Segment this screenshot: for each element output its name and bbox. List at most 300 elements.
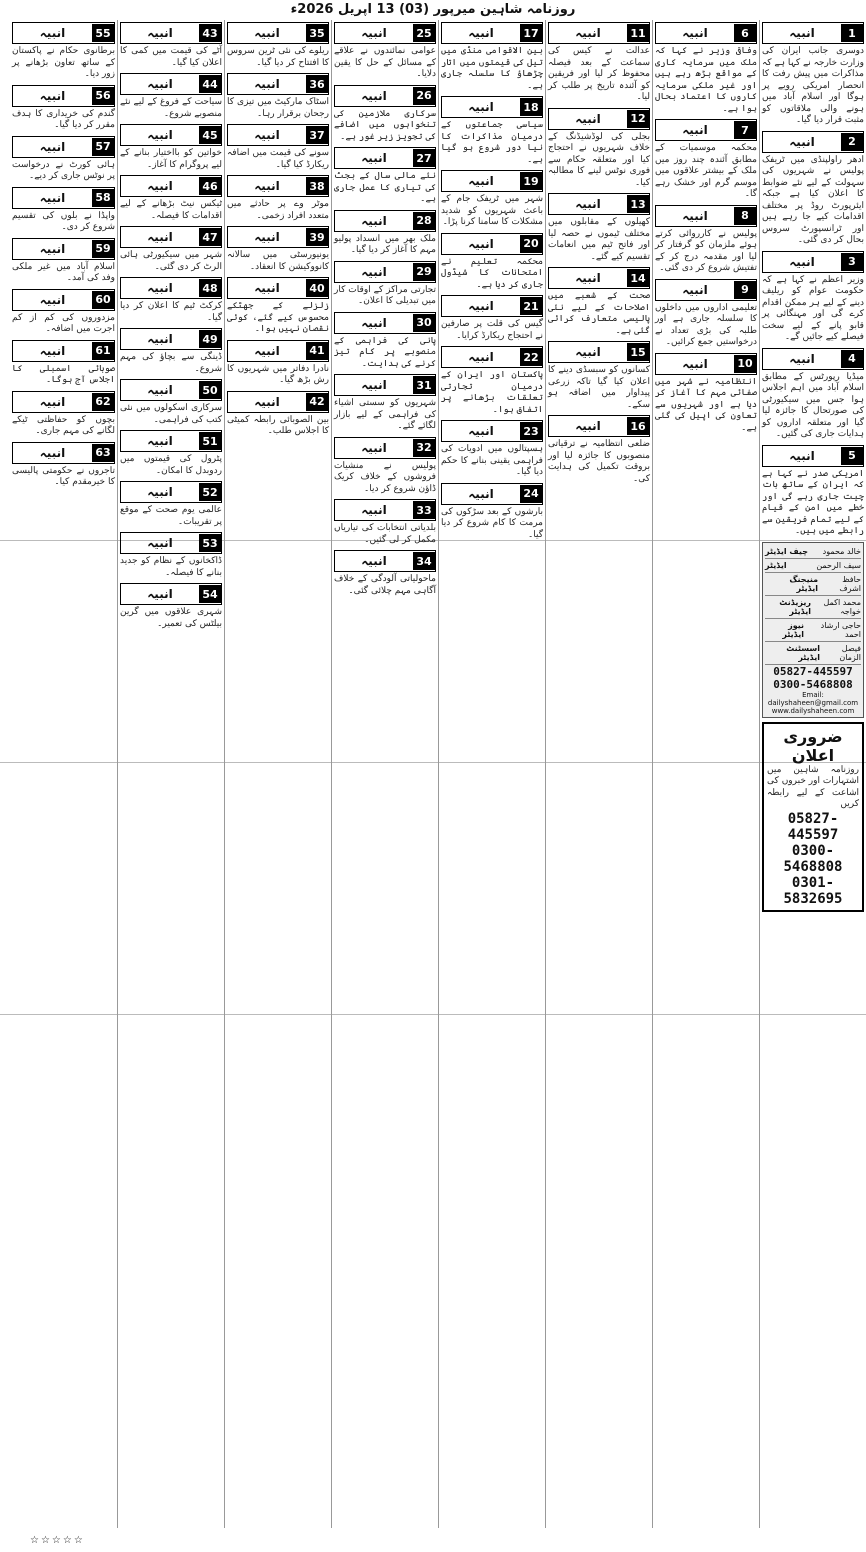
news-item-header [762, 348, 864, 370]
ad-phone[interactable]: 0301-5832695 [783, 874, 843, 907]
news-item-header [441, 233, 543, 255]
news-item-number: 35 [306, 24, 328, 42]
news-item-header [227, 340, 329, 362]
news-item-label: انبیہ [361, 26, 387, 40]
news-item-number: 7 [734, 121, 756, 139]
news-item-number: 41 [306, 342, 328, 360]
news-item-label: انبیہ [254, 26, 280, 40]
news-item [334, 259, 436, 308]
news-item-header [441, 483, 543, 505]
news-item-label: انبیہ [468, 299, 494, 313]
news-item-text: یونیورسٹی میں سالانہ کانووکیشن کا انعقاد۔ [227, 250, 329, 272]
news-item [120, 20, 222, 69]
news-item-label: انبیہ [147, 332, 173, 346]
news-item-text: ریلوے کی نئی ٹرین سروس کا افتتاح کر دیا گیا۔ [227, 46, 329, 68]
news-item-label: انبیہ [39, 139, 66, 154]
news-item-header [12, 187, 115, 209]
news-item-label: انبیہ [39, 445, 66, 460]
news-item-number: 46 [199, 177, 221, 195]
news-column [652, 20, 759, 1528]
news-item-label: انبیہ [147, 587, 173, 601]
news-item [227, 224, 329, 273]
news-item-number: 19 [520, 172, 542, 190]
news-item [227, 173, 329, 222]
news-item-header [12, 136, 115, 158]
news-item [120, 377, 222, 426]
news-item-header [441, 22, 543, 44]
news-item-number: 16 [627, 417, 649, 435]
news-item-text: برطانوی حکام نے پاکستان کے ساتھ تعاون بڑھانے پر زور دیا۔ [12, 46, 115, 79]
contact-phone[interactable]: 05827-445597 [773, 664, 853, 678]
news-item-label: انبیہ [575, 271, 601, 285]
news-item-text: میڈیا رپورٹس کے مطابق اسلام آباد میں اہم اجلاس ہوا جس میں سیکیورٹی کی صورتحال کا جائزہ لیا گیا اور متعلقہ اداروں کو ہدایات جاری کی گئیں۔ [762, 371, 864, 439]
staff-row [765, 642, 861, 665]
news-item-label: انبیہ [789, 134, 815, 149]
ad-body: روزنامہ شاہین میں اشتہارات اور خبروں کی اشاعت کے لیے رابطہ کریں [767, 764, 859, 809]
news-item-text: خواتین کو بااختیار بنانے کے لیے پروگرام کا آغاز۔ [120, 148, 222, 170]
news-item-header [120, 583, 222, 605]
news-item-header [548, 267, 650, 289]
news-item-header [334, 437, 436, 459]
news-item-number: 38 [306, 177, 328, 195]
news-item [12, 83, 115, 132]
news-item [12, 287, 115, 336]
news-item-label: انبیہ [39, 394, 66, 409]
news-item-text: دوسری جانب ایران کی وزارت خارجہ نے کہا ہے کہ مذاکرات میں پیش رفت کا انحصار امریکی رویے پر ہوگا اور اسلام آباد میں ہونے والی ملاقاتوں کو مثبت قرار دیا گیا۔ [762, 46, 864, 125]
news-item-header [334, 550, 436, 572]
news-item-header [12, 391, 115, 413]
news-column [224, 20, 331, 1528]
news-item-header [12, 289, 115, 311]
news-item-text: سیاحت کے فروغ کے لیے نئے منصوبے شروع۔ [120, 97, 222, 119]
news-item-label: انبیہ [361, 213, 387, 228]
news-item-label: انبیہ [468, 100, 494, 114]
staff-role: ریزیڈنٹ ایڈیٹر [779, 597, 811, 616]
news-item-text: صوبائی اسمبلی کا اجلاس آج ہوگا۔ [12, 363, 115, 385]
news-item [762, 443, 864, 538]
news-item-label: انبیہ [39, 343, 66, 358]
news-item [655, 277, 757, 349]
news-item-text: کسانوں کو سبسڈی دینے کا اعلان کیا گیا تاکہ زرعی پیداوار میں اضافہ ہو سکے۔ [548, 365, 650, 410]
news-item-label: انبیہ [361, 88, 387, 103]
news-item-label: انبیہ [147, 26, 173, 40]
news-item-label: انبیہ [147, 536, 173, 550]
news-item [334, 208, 436, 257]
news-item-text: وفاقی وزیر نے کہا کہ ملک میں سرمایہ کاری کے مواقع بڑھ رہے ہیں اور غیر ملکی سرمایہ کاروں کا اعتماد بحال ہوا ہے۔ [655, 46, 757, 114]
ad-phone[interactable]: 0300-5468808 [783, 842, 843, 875]
news-item-header [548, 108, 650, 130]
contact-email[interactable]: Email: dailyshaheen@gmail.com [767, 690, 859, 707]
news-item-number: 13 [627, 195, 649, 213]
news-item-number: 49 [199, 330, 221, 348]
news-item-label: انبیہ [147, 281, 173, 295]
news-item-number: 53 [199, 534, 221, 552]
news-item-header [120, 328, 222, 350]
news-item-text: آٹے کی قیمت میں کمی کا اعلان کیا گیا۔ [120, 46, 222, 68]
news-item-text: عالمی یوم صحت کے موقع پر تقریبات۔ [120, 505, 222, 527]
news-item-text: ہسپتالوں میں ادویات کی فراہمی یقینی بنانے کا حکم دیا گیا۔ [441, 444, 543, 477]
news-item [12, 134, 115, 183]
masthead-date: روزنامہ شاہین میرپور (03) 13 اپریل 2026ء [290, 2, 576, 17]
news-item-number: 39 [306, 228, 328, 246]
contact-phone[interactable]: 0300-5468808 [773, 677, 853, 691]
news-item [334, 548, 436, 597]
news-item-label: انبیہ [682, 282, 708, 297]
staff-row [765, 573, 861, 596]
news-item [12, 338, 115, 387]
news-item-label: انبیہ [789, 26, 815, 40]
staff-role: منیجنگ ایڈیٹر [789, 574, 819, 593]
news-item [120, 71, 222, 120]
news-item-number: 31 [413, 376, 435, 394]
news-item-header [441, 346, 543, 368]
news-item-header [441, 170, 543, 192]
news-item-text: کھیلوں کے مقابلوں میں مختلف ٹیموں نے حصہ لیا اور فاتح ٹیم میں انعامات تقسیم کیے گئے۔ [548, 217, 650, 262]
staff-row [765, 559, 861, 573]
news-item-text: واپڈا نے بلوں کی تقسیم شروع کر دی۔ [12, 210, 115, 232]
news-item-number: 5 [841, 447, 863, 465]
news-item-label: انبیہ [789, 351, 815, 366]
news-item-label: انبیہ [147, 77, 173, 91]
news-item-label: انبیہ [254, 128, 280, 142]
news-item-header [762, 445, 864, 467]
staff-name: حافظ اشرف [839, 574, 861, 593]
news-item-header [334, 374, 436, 396]
news-item-number: 14 [627, 269, 649, 287]
news-column [10, 20, 117, 1528]
news-item-text: تجارتی مراکز کے اوقات کار میں تبدیلی کا اعلان۔ [334, 284, 436, 306]
news-item-label: انبیہ [254, 77, 280, 91]
news-item-text: بین الاقوامی منڈی میں تیل کی قیمتوں میں اتار چڑھاؤ کا سلسلہ جاری ہے۔ [441, 46, 543, 91]
news-item-label: انبیہ [789, 448, 815, 463]
news-item [441, 20, 543, 92]
news-item-number: 2 [841, 133, 863, 151]
staff-row [765, 619, 861, 642]
news-item-text: ٹیکس نیٹ بڑھانے کے لیے اقدامات کا فیصلہ۔ [120, 199, 222, 221]
news-item-text: تاجروں نے حکومتی پالیسی کا خیرمقدم کیا۔ [12, 465, 115, 487]
news-item [120, 428, 222, 477]
news-item [441, 418, 543, 479]
news-item-header [334, 147, 436, 169]
news-item [227, 275, 329, 336]
staff-role: چیف ایڈیٹر [765, 546, 808, 556]
news-item [12, 440, 115, 489]
staff-role: اسسٹنٹ ایڈیٹر [786, 643, 820, 662]
news-item-number: 6 [734, 24, 756, 42]
news-item-text: محکمہ تعلیم نے امتحانات کا شیڈول جاری کر دیا ہے۔ [441, 256, 543, 290]
news-item-number: 4 [841, 350, 863, 368]
news-item-header [655, 119, 757, 141]
news-item [334, 20, 436, 81]
news-item-label: انبیہ [468, 486, 494, 501]
news-item-label: انبیہ [575, 26, 601, 40]
news-item [12, 389, 115, 438]
news-item-number: 58 [92, 189, 114, 207]
news-item-header [441, 96, 543, 118]
news-item-header [12, 22, 115, 44]
news-item-text: سیاسی جماعتوں کے درمیان مذاکرات کا نیا دور شروع ہو گیا ہے۔ [441, 120, 543, 165]
news-item-number: 56 [92, 87, 114, 105]
news-item-text: صحت کے شعبے میں اصلاحات کے لیے نئی پالیسی متعارف کرائی گئی ہے۔ [548, 291, 650, 336]
news-item [655, 351, 757, 435]
news-item-number: 8 [734, 207, 756, 225]
news-item-label: انبیہ [39, 190, 66, 205]
news-item [441, 344, 543, 416]
news-item-text: اسٹاک مارکیٹ میں تیزی کا رجحان برقرار رہا۔ [227, 97, 329, 119]
news-item-number: 12 [627, 110, 649, 128]
news-item-header [334, 210, 436, 232]
news-item [548, 339, 650, 411]
news-item-header [120, 73, 222, 95]
news-item-number: 18 [520, 98, 542, 116]
news-item-label: انبیہ [361, 554, 387, 568]
news-item-header [12, 85, 115, 107]
news-item [548, 265, 650, 337]
news-item [334, 435, 436, 496]
news-item [227, 71, 329, 120]
news-item-label: انبیہ [682, 208, 708, 223]
news-item-number: 51 [199, 432, 221, 450]
news-item [227, 338, 329, 387]
news-item [762, 20, 864, 127]
news-item-text: بجلی کی لوڈشیڈنگ کے خلاف شہریوں نے احتجاج کیا اور متعلقہ حکام سے فوری نوٹس لینے کا مطالبہ کیا۔ [548, 131, 650, 188]
news-item-header [227, 277, 329, 299]
news-item-text: سرکاری ملازمین کی تنخواہوں میں اضافے کی تجویز زیر غور ہے۔ [334, 108, 436, 142]
news-item-header [120, 532, 222, 554]
news-item-text: ڈینگی سے بچاؤ کی مہم شروع۔ [120, 352, 222, 374]
news-item-number: 3 [841, 253, 863, 271]
news-item [334, 145, 436, 206]
news-item-label: انبیہ [575, 419, 601, 433]
news-item-header [334, 261, 436, 283]
news-item-text: ہائی کورٹ نے درخواست پر نوٹس جاری کر دیے۔ [12, 159, 115, 181]
news-item-text: محکمہ موسمیات کے مطابق آئندہ چند روز میں ملک کے بیشتر علاقوں میں موسم گرم اور خشک رہے گا۔ [655, 143, 757, 199]
news-item-header [334, 22, 436, 44]
news-item-text: مزدوروں کی کم از کم اجرت میں اضافہ۔ [12, 312, 115, 334]
news-item-label: انبیہ [254, 343, 280, 358]
news-item-header [120, 226, 222, 248]
news-item-label: انبیہ [361, 315, 387, 330]
news-item-label: انبیہ [254, 230, 280, 244]
news-item-number: 26 [413, 87, 435, 105]
ad-phone[interactable]: 05827-445597 [787, 810, 839, 843]
news-item-number: 62 [92, 393, 114, 411]
news-item-label: انبیہ [468, 424, 494, 438]
news-item-number: 43 [199, 24, 221, 42]
news-item [12, 236, 115, 285]
news-column [117, 20, 224, 1528]
news-item-number: 27 [413, 149, 435, 167]
news-item-text: وزیر اعظم نے کہا ہے کہ حکومت عوام کو ریلیف دینے کے لیے ہر ممکن اقدام کرے گی اور مہنگائی پر قابو پانے کے لیے سخت فیصلے کیے جائیں گے۔ [762, 274, 864, 342]
news-item-number: 63 [92, 444, 114, 462]
news-item-text: پٹرول کی قیمتوں میں ردوبدل کا امکان۔ [120, 454, 222, 476]
news-column [759, 20, 866, 1528]
news-item [12, 20, 115, 81]
news-item-number: 50 [199, 381, 221, 399]
news-item-header [227, 175, 329, 197]
ad-title: ضروری اعلان [783, 726, 843, 765]
news-item-number: 21 [520, 297, 542, 315]
news-item [227, 389, 329, 438]
news-item-header [655, 279, 757, 301]
news-item-number: 29 [413, 263, 435, 281]
news-item-header [334, 312, 436, 334]
news-item-text: انتظامیہ نے شہر میں صفائی مہم کا آغاز کر دیا ہے اور شہریوں سے تعاون کی اپیل کی گئی ہے۔ [655, 376, 757, 433]
news-column [438, 20, 545, 1528]
news-item-header [12, 340, 115, 362]
news-item-text: پولیس نے منشیات فروشوں کے خلاف کریک ڈاؤن شروع کر دیا۔ [334, 460, 436, 494]
news-item-number: 48 [199, 279, 221, 297]
news-item-header [120, 277, 222, 299]
staff-name: محمد اکمل خواجہ [823, 597, 861, 616]
news-item-header [655, 353, 757, 375]
news-item-text: اسلام آباد میں غیر ملکی وفد کی آمد۔ [12, 261, 115, 283]
news-item-header [227, 391, 329, 413]
news-item-text: ڈاکخانوں کے نظام کو جدید بنانے کا فیصلہ۔ [120, 556, 222, 578]
news-item [334, 83, 436, 144]
news-item-label: انبیہ [361, 378, 387, 392]
news-item-header [227, 226, 329, 248]
news-item-number: 34 [413, 552, 435, 570]
news-item-number: 24 [520, 485, 542, 503]
news-item-text: شہریوں کو سستی اشیاء کی فراہمی کے لیے بازار لگائے گئے۔ [334, 398, 436, 431]
news-item-label: انبیہ [254, 281, 280, 295]
news-item-header [227, 73, 329, 95]
news-item-text: سرکاری اسکولوں میں نئی کتب کی فراہمی۔ [120, 403, 222, 425]
news-item [655, 20, 757, 115]
news-item-number: 54 [199, 585, 221, 603]
news-item-text: امریکی صدر نے کہا ہے کہ ایران کے ساتھ بات چیت جاری رہے گی اور خطے میں امن کے قیام کے لیے تمام فریقین سے رابطے میں ہیں۔ [762, 468, 864, 536]
news-item-header [227, 124, 329, 146]
news-item-label: انبیہ [468, 174, 494, 188]
news-item-label: انبیہ [147, 128, 173, 142]
news-item-text: ماحولیاتی آلودگی کے خلاف آگاہی مہم چلائی گئی۔ [334, 574, 436, 596]
news-item-label: انبیہ [147, 485, 173, 499]
news-item-text: تعلیمی اداروں میں داخلوں کا سلسلہ جاری ہے اور طلبہ کی بڑی تعداد نے درخواستیں جمع کرائیں۔ [655, 302, 757, 347]
news-item [120, 530, 222, 579]
news-item [120, 122, 222, 171]
news-item-number: 42 [306, 393, 328, 411]
news-item-label: انبیہ [361, 440, 387, 455]
news-item [227, 20, 329, 69]
news-item-text: نئے مالی سال کے بجٹ کی تیاری کا عمل جاری ہے۔ [334, 171, 436, 204]
news-item-header [762, 131, 864, 153]
news-item-header [548, 22, 650, 44]
news-item-number: 40 [306, 279, 328, 297]
news-item-number: 9 [734, 281, 756, 299]
news-item-number: 60 [92, 291, 114, 309]
news-item-header [120, 379, 222, 401]
news-item-number: 20 [520, 235, 542, 253]
news-item-text: بلدیاتی انتخابات کی تیاریاں مکمل کر لی گئیں۔ [334, 523, 436, 545]
news-item-text: زلزلے کے جھٹکے محسوس کیے گئے، کوئی نقصان نہیں ہوا۔ [227, 301, 329, 334]
news-item-header [548, 193, 650, 215]
news-item-label: انبیہ [575, 197, 601, 211]
news-item-label: انبیہ [254, 179, 280, 193]
news-column [545, 20, 652, 1528]
news-item-number: 45 [199, 126, 221, 144]
staff-box [762, 542, 864, 718]
news-item-number: 59 [92, 240, 114, 258]
news-item-header [548, 415, 650, 437]
news-item-number: 37 [306, 126, 328, 144]
news-item-text: پانی کی فراہمی کے منصوبے پر کام تیز کرنے کی ہدایت۔ [334, 335, 436, 369]
news-item [441, 293, 543, 342]
news-item-text: عوامی نمائندوں نے علاقے کے مسائل کے حل کا یقین دلایا۔ [334, 46, 436, 79]
staff-name: خالد محمود [822, 546, 861, 556]
news-item-label: انبیہ [147, 383, 173, 397]
news-item-header [441, 295, 543, 317]
staff-role: نیوز ایڈیٹر [782, 620, 805, 639]
news-item-number: 17 [520, 24, 542, 42]
news-item-number: 28 [413, 212, 435, 230]
news-item-number: 55 [92, 24, 114, 42]
news-item [655, 117, 757, 201]
news-item [120, 275, 222, 324]
news-item-header [120, 22, 222, 44]
footer-stars: ☆☆☆☆☆ [30, 1535, 85, 1546]
news-item-label: انبیہ [254, 394, 280, 409]
staff-row [765, 545, 861, 559]
news-item-header [334, 499, 436, 521]
news-item-text: گیس کی قلت پر صارفین نے احتجاج ریکارڈ کرایا۔ [441, 319, 543, 341]
news-item-label: انبیہ [575, 111, 601, 126]
news-item-text: بارشوں کے بعد سڑکوں کی مرمت کا کام شروع کر دیا گیا۔ [441, 506, 543, 540]
news-item [334, 310, 436, 371]
news-item-label: انبیہ [682, 26, 708, 40]
news-item-label: انبیہ [39, 292, 66, 307]
news-item-text: شہر میں ٹریفک جام کے باعث شہریوں کو شدید مشکلات کا سامنا کرنا پڑا۔ [441, 194, 543, 227]
news-item-label: انبیہ [39, 88, 66, 103]
news-item-text: ادھر راولپنڈی میں ٹریفک پولیس نے شہریوں کی سہولت کے لیے نئے ضوابط کا اعلان کیا ہے جبکہ ایئرپورٹ روڈ پر مختلف اقدامات کیے جا رہے ہیں اور ٹرانسپورٹ سروس بحال کر دی گئی۔ [762, 154, 864, 245]
news-item-header [548, 341, 650, 363]
news-item [548, 191, 650, 263]
news-item-number: 1 [841, 24, 863, 42]
news-item [120, 224, 222, 273]
news-item [762, 346, 864, 441]
news-item-label: انبیہ [147, 230, 173, 244]
website-link[interactable]: www.dailyshaheen.com [771, 706, 855, 715]
news-item-text: سونے کی قیمت میں اضافہ ریکارڈ کیا گیا۔ [227, 148, 329, 170]
news-item [12, 185, 115, 234]
news-item [120, 326, 222, 375]
news-item-label: انبیہ [147, 434, 173, 448]
news-item-text: ملک بھر میں انسداد پولیو مہم کا آغاز کر دیا گیا۔ [334, 233, 436, 255]
news-item-header [120, 124, 222, 146]
news-item-number: 32 [413, 439, 435, 457]
news-item [762, 249, 864, 344]
news-item [120, 173, 222, 222]
news-item-label: انبیہ [361, 151, 387, 165]
news-item-header [227, 22, 329, 44]
news-item-label: انبیہ [361, 264, 387, 279]
news-item-number: 11 [627, 24, 649, 42]
news-item [548, 20, 650, 104]
news-item [334, 372, 436, 433]
news-item [548, 106, 650, 190]
news-item [227, 122, 329, 171]
news-item-header [12, 238, 115, 260]
news-item-number: 23 [520, 422, 542, 440]
news-item-text: عدالت نے کیس کی سماعت کے بعد فیصلہ محفوظ کر لیا اور فریقین کو آئندہ تاریخ پر طلب کر لیا۔ [548, 46, 650, 102]
news-item-label: انبیہ [468, 26, 494, 40]
news-item-number: 15 [627, 343, 649, 361]
columns-area [0, 20, 866, 1528]
staff-name: فیصل الزمان [839, 643, 861, 662]
news-item [120, 581, 222, 630]
news-item-text: ضلعی انتظامیہ نے ترقیاتی منصوبوں کا جائزہ لیا اور بروقت تکمیل کی ہدایت کی۔ [548, 439, 650, 484]
news-item [441, 481, 543, 542]
